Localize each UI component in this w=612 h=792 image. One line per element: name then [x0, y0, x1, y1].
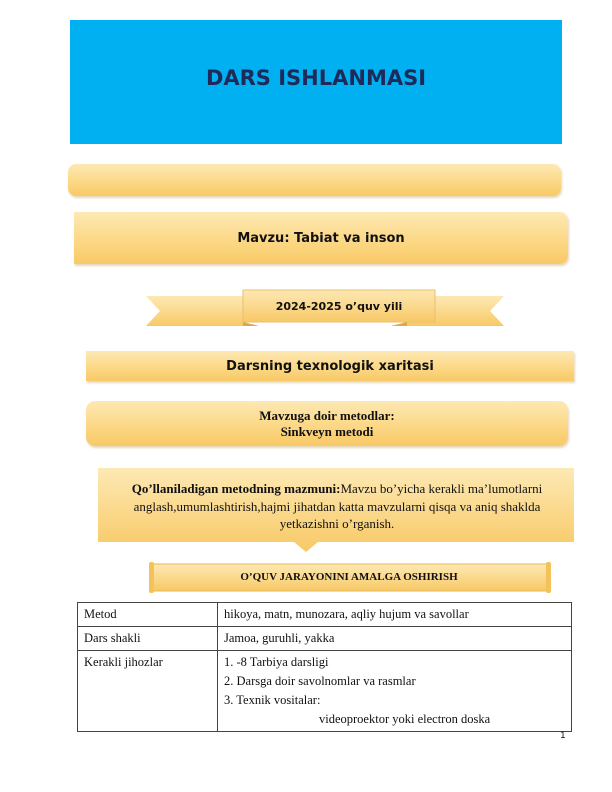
- methods-line2: Sinkveyn metodi: [280, 423, 374, 439]
- list-subitem: videoproektor yoki electron doska: [319, 712, 491, 726]
- list-item: 2. Darsga doir savolnomlar va rasmlar: [224, 674, 416, 688]
- process-title: O’QUV JARAYONINI AMALGA OSHIRISH: [240, 571, 458, 583]
- techmap-heading: [86, 351, 574, 381]
- methods-line1: Mavzuga doir metodlar:: [259, 407, 395, 423]
- row-label: Kerakli jihozlar: [78, 651, 218, 732]
- list-item: 3. Texnik vositalar:: [224, 693, 321, 707]
- topic-text: Mavzu: Tabiat va inson: [237, 230, 405, 246]
- methods-box: [86, 401, 568, 446]
- row-value: hikoya, matn, munozara, aqliy hujum va savollar: [218, 603, 572, 627]
- method-content: [112, 480, 562, 533]
- method-content-text: Mavzu bo’yicha kerakli ma’lumotlarni anglash,umumlashtirish,hajmi jihatdan katta mavzularni qisqa va aniq shaklda yetkazishni o’rganish.: [133, 481, 543, 531]
- row-value: Jamoa, guruhli, yakka: [218, 627, 572, 651]
- title-banner: [70, 20, 562, 144]
- table-row: [78, 603, 572, 627]
- document-title: DARS ISHLANMASI: [205, 66, 427, 90]
- topic-box: [74, 212, 568, 264]
- equipment-list: [218, 651, 572, 732]
- table-row: [78, 651, 572, 732]
- list-item: 1. -8 Tarbiya darsligi: [224, 655, 329, 669]
- page-number: 1: [560, 731, 566, 741]
- row-label: Metod: [78, 603, 218, 627]
- method-content-label: Qo’llaniladigan metodning mazmuni:: [131, 481, 341, 496]
- table-row: [78, 627, 572, 651]
- row-label: Dars shakli: [78, 627, 218, 651]
- decorative-bar: [68, 164, 561, 196]
- techmap-text: Darsning texnologik xaritasi: [226, 358, 434, 374]
- school-year: 2024-2025 o’quv yili: [275, 299, 403, 313]
- lesson-info-table: [77, 602, 572, 732]
